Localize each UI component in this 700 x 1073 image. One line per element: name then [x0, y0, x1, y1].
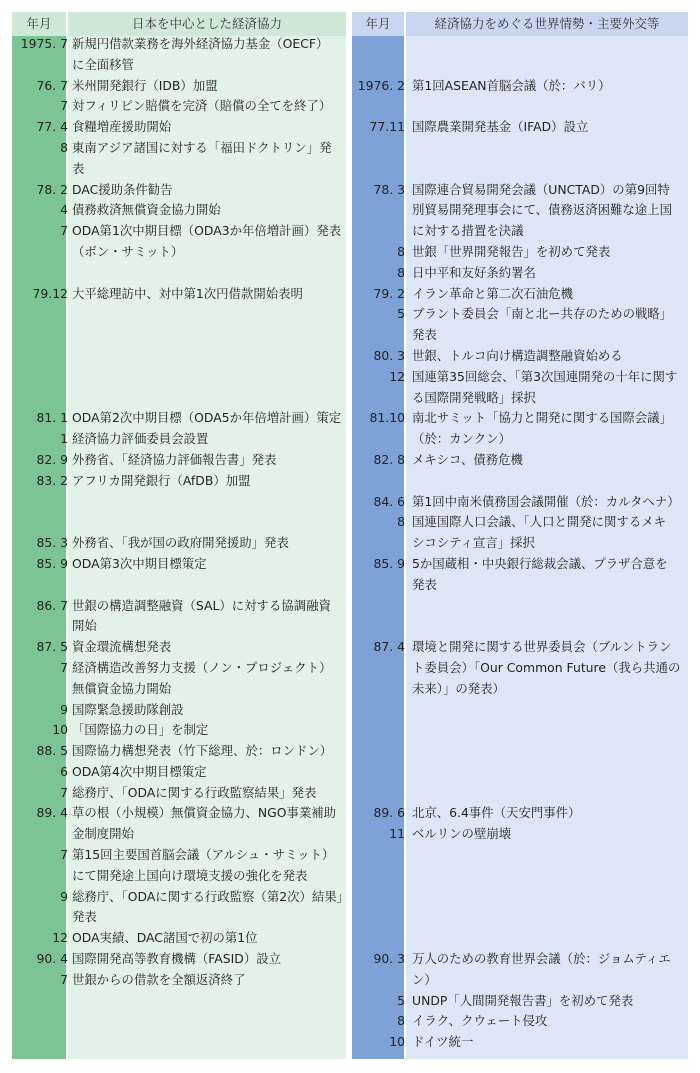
table-row [12, 741, 688, 762]
left-event-cell: 国際開発高等教育機構（FASID）設立 [72, 951, 281, 967]
left-event-cell: にて開発途上国向け環境支援の強化を発表 [72, 867, 308, 883]
left-event-cell: 外務省、「我が国の政府開発援助」発表 [72, 535, 289, 551]
left-year-cell: 81. 1 [36, 410, 68, 426]
right-event-cell: 世銀、トルコ向け構造調整融資始める [412, 347, 623, 363]
left-year-cell: 78. 2 [36, 181, 68, 197]
left-year-cell: 7 [60, 659, 68, 675]
left-year-cell: 7 [60, 784, 68, 800]
left-year-cell: 79.12 [32, 285, 68, 301]
table-row [12, 284, 688, 305]
left-event-cell: 草の根（小規模）無償資金協力、NGO事業補助 [72, 805, 337, 821]
right-event-cell: イラン革命と第二次石油危機 [412, 285, 574, 301]
left-event-cell: 「国際協力の日」を制定 [72, 722, 209, 738]
left-year-cell: 12 [52, 930, 68, 946]
table-row [12, 471, 688, 492]
table-row [12, 824, 688, 845]
table-row [12, 200, 688, 221]
table-row [12, 575, 688, 596]
table-row [12, 429, 688, 450]
right-event-cell: シコシティ宣言」採択 [412, 535, 535, 551]
left-event-cell: 東南アジア諸国に対する「福田ドクトリン」発 [72, 139, 332, 155]
left-year-cell: 85. 3 [36, 535, 68, 551]
left-event-cell: 外務省、「経済協力評価報告書」発表 [72, 451, 277, 467]
left-year-cell: 86. 7 [36, 597, 68, 613]
right-year-cell: 1976. 2 [357, 77, 405, 93]
table-row [12, 96, 688, 117]
table-row [12, 346, 688, 367]
left-event-cell: 国際緊急援助隊創設 [72, 701, 184, 717]
table-row [12, 138, 688, 159]
left-event-cell: ODA第2次中期目標（ODA5か年倍増計画）策定 [72, 410, 342, 426]
left-event-cell: 無償資金協力開始 [72, 680, 172, 696]
right-year-cell: 77.11 [369, 119, 405, 135]
right-year-cell: 8 [397, 514, 405, 530]
right-year-header: 年月 [352, 12, 404, 36]
table-row [12, 700, 688, 721]
right-event-cell: 国際連合貿易開発会議（UNCTAD）の第9回特 [412, 181, 670, 197]
table-row [12, 304, 688, 325]
table-row [12, 866, 688, 887]
left-event-cell: 経済協力評価委員会設置 [72, 431, 209, 447]
left-event-cell: 食糧増産援助開始 [72, 119, 172, 135]
right-year-cell: 81.10 [369, 410, 405, 426]
right-event-cell: 環境と開発に関する世界委員会（ブルントラン [412, 639, 672, 655]
right-event-cell: 発表 [412, 327, 437, 343]
table-row [12, 263, 688, 284]
table-row [12, 762, 688, 783]
table-row [12, 76, 688, 97]
left-year-cell: 82. 9 [36, 451, 68, 467]
table-row [12, 180, 688, 201]
left-year-cell: 9 [60, 701, 68, 717]
right-event-cell: 南北サミット「協力と開発に関する国際会議」 [412, 410, 672, 426]
table-row [12, 679, 688, 700]
right-event-cell: ベルリンの壁崩壊 [412, 826, 512, 842]
left-year-cell: 87. 5 [36, 639, 68, 655]
right-event-cell: 別貿易開発理事会にて、債務返済困難な途上国 [412, 202, 672, 218]
left-year-cell: 7 [60, 847, 68, 863]
left-event-cell: （ボン・サミット） [72, 243, 184, 259]
right-year-cell: 8 [397, 264, 405, 280]
right-year-cell: 80. 3 [373, 347, 405, 363]
right-event-cell: 第1回中南米債務国会議開催（於：カルタヘナ） [412, 493, 680, 509]
right-year-cell: 12 [389, 368, 405, 384]
table-row [12, 949, 688, 970]
right-year-cell: 8 [397, 243, 405, 259]
right-year-cell: 11 [389, 826, 405, 842]
left-event-cell: 世銀からの借款を全額返済終了 [72, 971, 246, 987]
table-row [12, 325, 688, 346]
table-row [12, 159, 688, 180]
left-event-cell: ODA第3次中期目標策定 [72, 555, 207, 571]
table-row [12, 907, 688, 928]
right-title-header: 経済協力をめぐる世界情勢・主要外交等 [406, 12, 688, 36]
left-year-cell: 83. 2 [36, 472, 68, 488]
left-year-header: 年月 [12, 12, 66, 36]
right-year-cell: 87. 4 [373, 639, 405, 655]
left-event-cell: 開始 [72, 618, 97, 634]
right-event-cell: ト委員会）「Our Common Future（我ら共通の [412, 659, 681, 675]
table-row [12, 658, 688, 679]
right-year-cell: 89. 6 [373, 805, 405, 821]
right-event-cell: （於：カンクン） [412, 431, 511, 447]
right-event-cell: ブラント委員会「南と北ー共存のための戦略」 [412, 306, 673, 322]
table-row [12, 55, 688, 76]
left-event-cell: ODA第1次中期目標（ODA3か年倍増計画）発表 [72, 223, 342, 239]
table-row [12, 1032, 688, 1053]
left-event-cell: 国際協力構想発表（竹下総理、於：ロンドン） [72, 743, 333, 759]
right-event-cell: 万人のための教育世界会議（於：ジョムティエ [412, 951, 671, 967]
right-event-cell: メキシコ、債務危機 [412, 451, 523, 467]
table-row [12, 991, 688, 1012]
left-event-cell: 総務庁、「ODAに関する行政監察結果」発表 [72, 784, 317, 800]
left-event-cell: 第15回主要国首脳会議（アルシュ・サミット） [72, 847, 335, 863]
right-year-cell: 8 [397, 1013, 405, 1029]
table-row [12, 450, 688, 471]
table-row [12, 408, 688, 429]
left-event-cell: 金制度開始 [72, 826, 134, 842]
right-event-cell: ドイツ統一 [412, 1034, 474, 1050]
left-event-cell: 発表 [72, 909, 97, 925]
right-year-cell: 5 [397, 306, 405, 322]
left-year-cell: 7 [60, 971, 68, 987]
right-event-cell: 5か国蔵相・中央銀行総裁会議、プラザ合意を [412, 555, 668, 571]
right-event-cell: 日中平和友好条約署名 [412, 264, 536, 280]
left-year-cell: 90. 4 [36, 951, 68, 967]
table-row [12, 242, 688, 263]
left-event-cell: アフリカ開発銀行（AfDB）加盟 [72, 472, 251, 488]
right-year-cell: 85. 9 [373, 555, 405, 571]
left-year-cell: 1 [60, 431, 68, 447]
table-row [12, 803, 688, 824]
table-row [12, 845, 688, 866]
left-event-cell: 米州開発銀行（IDB）加盟 [72, 77, 218, 93]
right-event-cell: 発表 [412, 576, 437, 592]
left-event-cell: 世銀の構造調整融資（SAL）に対する協調融資 [72, 597, 331, 613]
right-year-cell: 84. 6 [373, 493, 405, 509]
table-row [12, 616, 688, 637]
left-year-cell: 9 [60, 888, 68, 904]
right-event-cell: ン） [412, 971, 437, 987]
left-event-cell: 新規円借款業務を海外経済協力基金（OECF） [72, 36, 329, 51]
right-event-cell: 国連第35回総会、「第3次国連開発の十年に関す [412, 368, 678, 384]
left-event-cell: ODA実績、DAC諸国で初の第1位 [72, 930, 258, 946]
right-event-cell: る国際開発戦略」採択 [412, 389, 536, 405]
right-year-cell: 10 [389, 1034, 405, 1050]
right-event-cell: イラク、クウェート侵攻 [412, 1013, 548, 1029]
left-event-cell: DAC援助条件勧告 [72, 181, 173, 197]
left-event-cell: 債務救済無償資金協力開始 [72, 202, 221, 218]
table-row [12, 637, 688, 658]
left-event-cell: ODA第4次中期目標策定 [72, 763, 207, 779]
table-row [12, 554, 688, 575]
right-year-cell: 82. 8 [373, 451, 405, 467]
left-year-cell: 76. 7 [36, 77, 68, 93]
table-row [12, 512, 688, 533]
table-rows [12, 34, 688, 1053]
table-row [12, 221, 688, 242]
left-year-cell: 10 [52, 722, 68, 738]
right-event-cell: UNDP「人間開発報告書」を初めて発表 [412, 992, 634, 1008]
left-event-cell: 資金環流構想発表 [72, 639, 172, 655]
table-row [12, 1011, 688, 1032]
table-row [12, 117, 688, 138]
left-event-cell: 対フィリピン賠償を完済（賠償の全てを終了） [72, 98, 332, 114]
right-year-cell: 90. 3 [373, 951, 405, 967]
left-year-cell: 1975. 7 [20, 36, 68, 51]
left-year-cell: 4 [60, 202, 68, 218]
right-year-cell: 5 [397, 992, 405, 1008]
table-row [12, 533, 688, 554]
table-row [12, 970, 688, 991]
right-event-cell: 世銀「世界開発報告」を初めて発表 [412, 243, 611, 259]
left-year-cell: 85. 9 [36, 555, 68, 571]
left-event-cell: 経済構造改善努力支援（ノン・プロジェクト） [72, 659, 332, 675]
left-year-cell: 88. 5 [36, 743, 68, 759]
left-year-cell: 7 [60, 223, 68, 239]
table-row [12, 783, 688, 804]
left-year-cell: 77. 4 [36, 119, 68, 135]
right-event-cell: 第1回ASEAN首脳会議（於：バリ） [412, 77, 611, 93]
table-row [12, 388, 688, 409]
left-event-cell: 総務庁、「ODAに関する行政監察（第2次）結果」 [72, 888, 350, 904]
table-row [12, 34, 688, 55]
left-year-cell: 6 [60, 763, 68, 779]
left-event-cell: 表 [72, 160, 85, 176]
right-event-cell: 未来）」の発表） [412, 680, 505, 696]
table-row [12, 720, 688, 741]
right-event-cell: 北京、6.4事件（天安門事件） [412, 805, 581, 821]
table-row [12, 928, 688, 949]
right-event-cell: 国際農業開発基金（IFAD）設立 [412, 119, 589, 135]
left-title-header: 日本を中心とした経済協力 [68, 12, 346, 36]
left-event-cell: 大平総理訪中、対中第1次円借款開始表明 [72, 285, 303, 301]
right-event-cell: に対する措置を決議 [412, 223, 524, 239]
right-event-cell: 国連国際人口会議、「人口と開発に関するメキ [412, 514, 667, 530]
left-year-cell: 89. 4 [36, 805, 68, 821]
table-row [12, 596, 688, 617]
right-year-cell: 78. 3 [373, 181, 405, 197]
left-year-cell: 7 [60, 98, 68, 114]
left-year-cell: 8 [60, 139, 68, 155]
table-row [12, 367, 688, 388]
table-row [12, 887, 688, 908]
left-event-cell: に全面移管 [72, 56, 134, 72]
right-year-cell: 79. 2 [373, 285, 405, 301]
table-row [12, 492, 688, 513]
